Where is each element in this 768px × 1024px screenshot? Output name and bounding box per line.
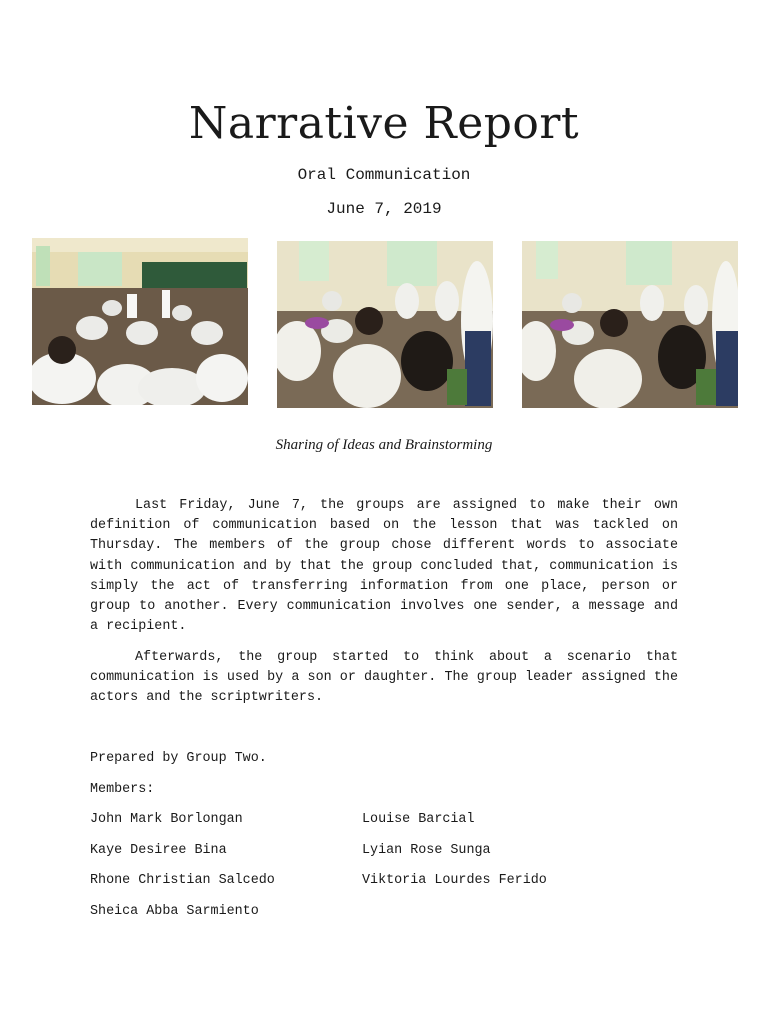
member-name: Kaye Desiree Bina — [90, 843, 227, 858]
students-group-photo-icon — [522, 241, 738, 408]
classroom-photo-icon — [32, 238, 248, 405]
member-name: Sheica Abba Sarmiento — [90, 904, 259, 919]
members-label: Members: — [90, 782, 155, 797]
body-paragraph: Afterwards, the group started to think about a scenario that communication is used by a son or daughter. The group leader assigned the actors and the scriptwriters. — [90, 650, 678, 706]
body-paragraph: Last Friday, June 7, the groups are assigned to make their own definition of communication based on the lesson that was tackled on Thursday. The members of the group chose different words to associate with communication and by that the group concluded that, communication is simply the act of transferring information from one place, person or group to another. Every communication involves one sender, a message and a recipient. — [90, 498, 678, 635]
students-group-photo-icon — [277, 241, 493, 408]
member-name: Viktoria Lourdes Ferido — [362, 873, 547, 888]
report-title: Narrative Report — [188, 98, 580, 149]
member-name: Lyian Rose Sunga — [362, 843, 491, 858]
photo-caption: Sharing of Ideas and Brainstorming — [275, 437, 493, 453]
prepared-by: Prepared by Group Two. — [90, 751, 267, 766]
report-date: June 7, 2019 — [326, 200, 442, 218]
member-name: Louise Barcial — [362, 812, 475, 827]
member-name: John Mark Borlongan — [90, 812, 243, 827]
member-name: Rhone Christian Salcedo — [90, 873, 275, 888]
subject-line: Oral Communication — [297, 166, 471, 184]
